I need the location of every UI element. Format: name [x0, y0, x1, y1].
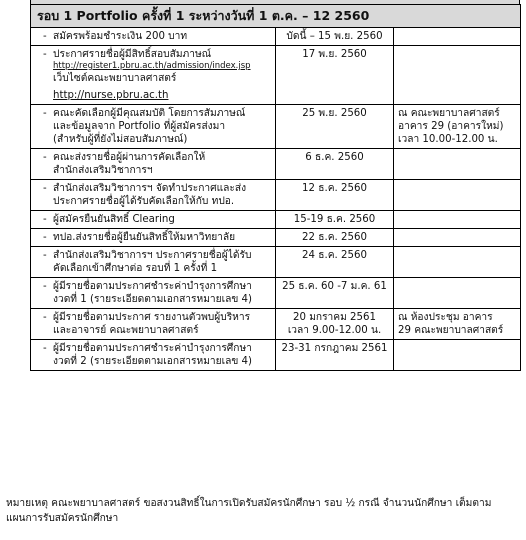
date-cell: [276, 229, 394, 247]
task-text: ผู้มีรายชื่อตามประกาศชำระค่าบำรุงการศึกษา: [53, 343, 252, 354]
task-text: งวดที่ 1 (รายระเอียดตามเอกสารหมายเลข 4): [53, 294, 252, 305]
task-text: ทปอ.ส่งรายชื่อผู้ยืนยันสิทธิ์ให้มหาวิทยาลัย: [53, 232, 236, 243]
place-cell: [394, 309, 521, 340]
place-text: ณ ห้องประชุม อาคาร: [398, 312, 493, 323]
place-text: อาคาร 29 (อาคารใหม่): [398, 121, 504, 132]
task-cell: [31, 247, 276, 278]
date-text: เวลา 9.00-12.00 น.: [287, 325, 382, 336]
place-text: 29 คณะพยาบาลศาสตร์: [398, 325, 504, 336]
round-header: รอบ 1 Portfolio ครั้งที่ 1 ระหว่างวันที่ 1 ต.ค. – 12 2560: [31, 5, 521, 28]
date-text: 15-19 ธ.ค. 2560: [293, 214, 376, 225]
bullet-dash: -: [43, 281, 47, 292]
task-cell: [31, 211, 276, 229]
bullet-dash: -: [43, 250, 47, 261]
date-cell: [276, 46, 394, 105]
table-row: [31, 340, 521, 371]
date-text: 17 พ.ย. 2560: [302, 49, 367, 60]
place-cell: [394, 28, 521, 46]
bullet-dash: -: [43, 49, 47, 60]
task-text: สำนักส่งเสริมวิชาการฯ จัดทำประกาศและส่ง: [53, 183, 247, 194]
task-cell: [31, 340, 276, 371]
register-link[interactable]: http://register1.pbru.ac.th/admission/index.jsp: [53, 61, 251, 71]
date-text: 6 ธ.ค. 2560: [305, 152, 364, 163]
task-text: และอาจารย์ คณะพยาบาลศาสตร์: [53, 325, 199, 336]
table-row: [31, 180, 521, 211]
task-cell: [31, 46, 276, 105]
place-cell: [394, 105, 521, 149]
task-cell: [31, 149, 276, 180]
bullet-dash: -: [43, 232, 47, 243]
task-text: เว็บไซต์คณะพยาบาลศาสตร์: [53, 73, 177, 84]
date-text: 20 มกราคม 2561: [293, 312, 376, 323]
task-text: ประกาศรายชื่อผู้ได้รับคัดเลือกให้กับ ทปอ.: [53, 196, 235, 207]
task-text: คณะคัดเลือกผู้มีคุณสมบัติ โดยการสัมภาษณ์: [53, 108, 246, 119]
date-text: 25 ธ.ค. 60 -7 ม.ค. 61: [282, 281, 387, 292]
place-cell: [394, 247, 521, 278]
place-cell: [394, 180, 521, 211]
date-cell: [276, 211, 394, 229]
bullet-dash: -: [43, 343, 47, 354]
task-cell: [31, 229, 276, 247]
task-text: สำนักส่งเสริมวิชาการฯ: [53, 165, 153, 176]
table-header-row: [31, 5, 521, 28]
table-row: [31, 211, 521, 229]
date-text: 23-31 กรกฎาคม 2561: [281, 343, 388, 354]
bullet-dash: -: [43, 183, 47, 194]
place-cell: [394, 229, 521, 247]
task-cell: [31, 105, 276, 149]
table-row: [31, 309, 521, 340]
place-cell: [394, 149, 521, 180]
task-text: สำนักส่งเสริมวิชาการฯ ประกาศรายชื่อผู้ได้รับ: [53, 250, 252, 261]
task-cell: [31, 309, 276, 340]
table-row: [31, 247, 521, 278]
table-row: [31, 46, 521, 105]
date-cell: [276, 180, 394, 211]
date-text: 24 ธ.ค. 2560: [302, 250, 367, 261]
place-text: เวลา 10.00-12.00 น.: [398, 134, 498, 145]
date-cell: [276, 340, 394, 371]
date-text: บัดนี้ – 15 พ.ย. 2560: [286, 31, 383, 42]
place-cell: [394, 278, 521, 309]
table-row: [31, 229, 521, 247]
date-cell: [276, 309, 394, 340]
footnote: หมายเหตุ คณะพยาบาลศาสตร์ ขอสงวนสิทธิ์ในการเปิดรับสมัครนักศึกษา รอบ ½ กรณี จำนวนนักศึกษา เต็มตามแผนการรับสมัครนักศึกษา: [6, 498, 492, 524]
table-row: [31, 278, 521, 309]
table-row: [31, 149, 521, 180]
task-text: สมัครพร้อมชำระเงิน 200 บาท: [53, 31, 188, 42]
task-text: คัดเลือกเข้าศึกษาต่อ รอบที่ 1 ครั้งที่ 1: [53, 263, 218, 274]
task-text: งวดที่ 2 (รายระเอียดตามเอกสารหมายเลข 4): [53, 356, 252, 367]
task-text: และข้อมูลจาก Portfolio ที่ผู้สมัครส่งมา: [53, 121, 226, 132]
task-cell: [31, 278, 276, 309]
task-cell: [31, 180, 276, 211]
bullet-dash: -: [43, 214, 47, 225]
task-text: ประกาศรายชื่อผู้มีสิทธิ์สอบสัมภาษณ์: [53, 49, 212, 60]
date-cell: [276, 28, 394, 46]
date-text: 12 ธ.ค. 2560: [302, 183, 367, 194]
table-row: [31, 28, 521, 46]
bullet-dash: -: [43, 108, 47, 119]
bullet-dash: -: [43, 152, 47, 163]
bullet-dash: -: [43, 312, 47, 323]
date-text: 25 พ.ย. 2560: [302, 108, 367, 119]
date-cell: [276, 247, 394, 278]
task-text: ผู้สมัครยืนยันสิทธิ์ Clearing: [53, 214, 175, 225]
date-cell: [276, 105, 394, 149]
nurse-website-link[interactable]: http://nurse.pbru.ac.th: [53, 90, 169, 101]
date-text: 22 ธ.ค. 2560: [302, 232, 367, 243]
place-cell: [394, 211, 521, 229]
table-row: [31, 105, 521, 149]
task-text: (สำหรับผู้ที่ยังไม่สอบสัมภาษณ์): [53, 134, 188, 145]
bullet-dash: -: [43, 31, 47, 42]
task-text: คณะส่งรายชื่อผู้ผ่านการคัดเลือกให้: [53, 152, 206, 163]
task-text: ผู้มีรายชื่อตามประกาศ รายงานตัวพบผู้บริหาร: [53, 312, 251, 323]
place-cell: [394, 340, 521, 371]
date-cell: [276, 149, 394, 180]
task-text: ผู้มีรายชื่อตามประกาศชำระค่าบำรุงการศึกษา: [53, 281, 252, 292]
place-cell: [394, 46, 521, 105]
place-text: ณ คณะพยาบาลศาสตร์: [398, 108, 500, 119]
task-cell: [31, 28, 276, 46]
schedule-table: [30, 4, 521, 371]
date-cell: [276, 278, 394, 309]
